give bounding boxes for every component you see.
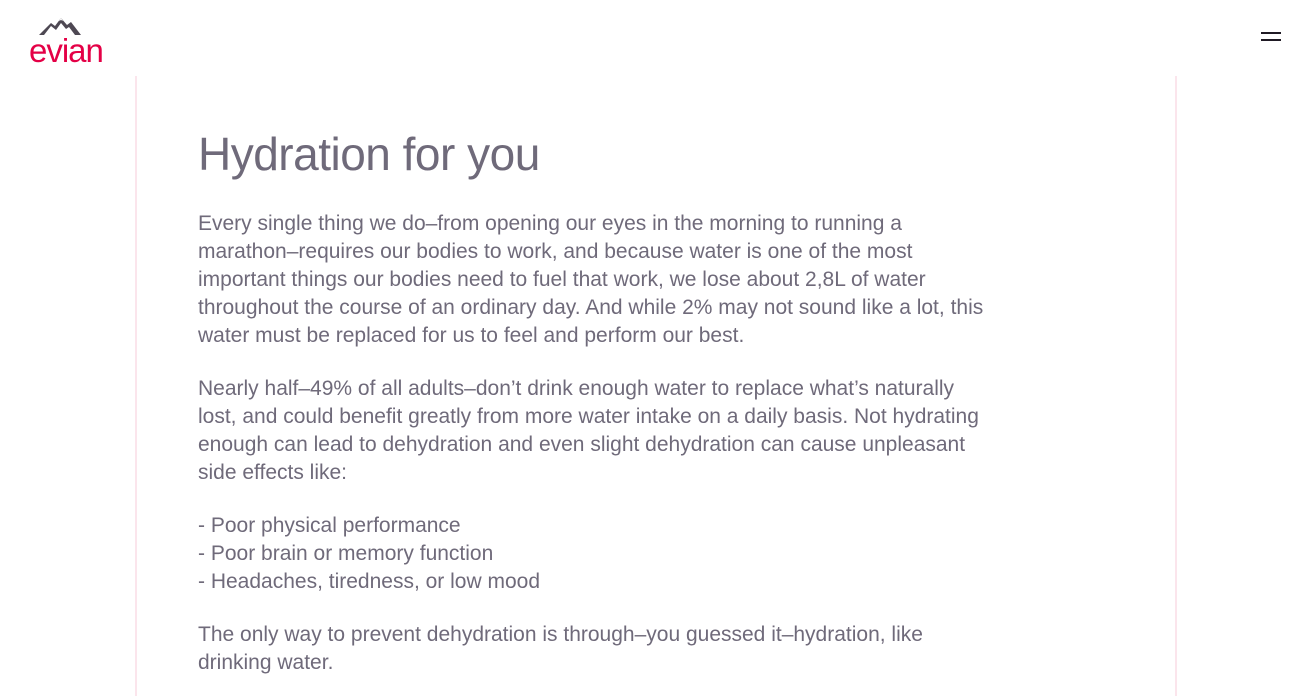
adults-paragraph: Nearly half–49% of all adults–don’t drink enough water to replace what’s naturally lost, and could benefit greatly from more water intake on a daily basis. Not hydrating enough can lead to dehydration and even slight dehydration can cause unpleasant side effects like: <box>198 377 979 484</box>
menu-button[interactable] <box>1255 26 1287 50</box>
evian-logo[interactable] <box>29 16 103 69</box>
list-item: - Poor physical performance <box>198 514 461 537</box>
logo-wordmark: evian <box>29 32 103 69</box>
article-content <box>198 126 998 677</box>
hamburger-menu-icon-bar <box>1261 39 1281 41</box>
site-header <box>0 0 1311 76</box>
intro-paragraph: Every single thing we do–from opening our eyes in the morning to running a marathon–requires our bodies to work, and because water is one of the most important things our bodies need to fuel that work, we lose about 2,8L of water throughout the course of an ordinary day. And while 2% may not sound like a lot, this water must be replaced for us to feel and perform our best. <box>198 212 984 347</box>
page-title: Hydration for you <box>198 128 540 180</box>
list-item: - Poor brain or memory function <box>198 542 494 565</box>
hamburger-menu-icon <box>1261 32 1281 34</box>
hydration-card <box>135 60 1177 696</box>
prevention-paragraph: The only way to prevent dehydration is through–you guessed it–hydration, like drinking water. <box>198 623 923 674</box>
list-item: - Headaches, tiredness, or low mood <box>198 570 540 593</box>
side-effects-list <box>198 512 998 596</box>
